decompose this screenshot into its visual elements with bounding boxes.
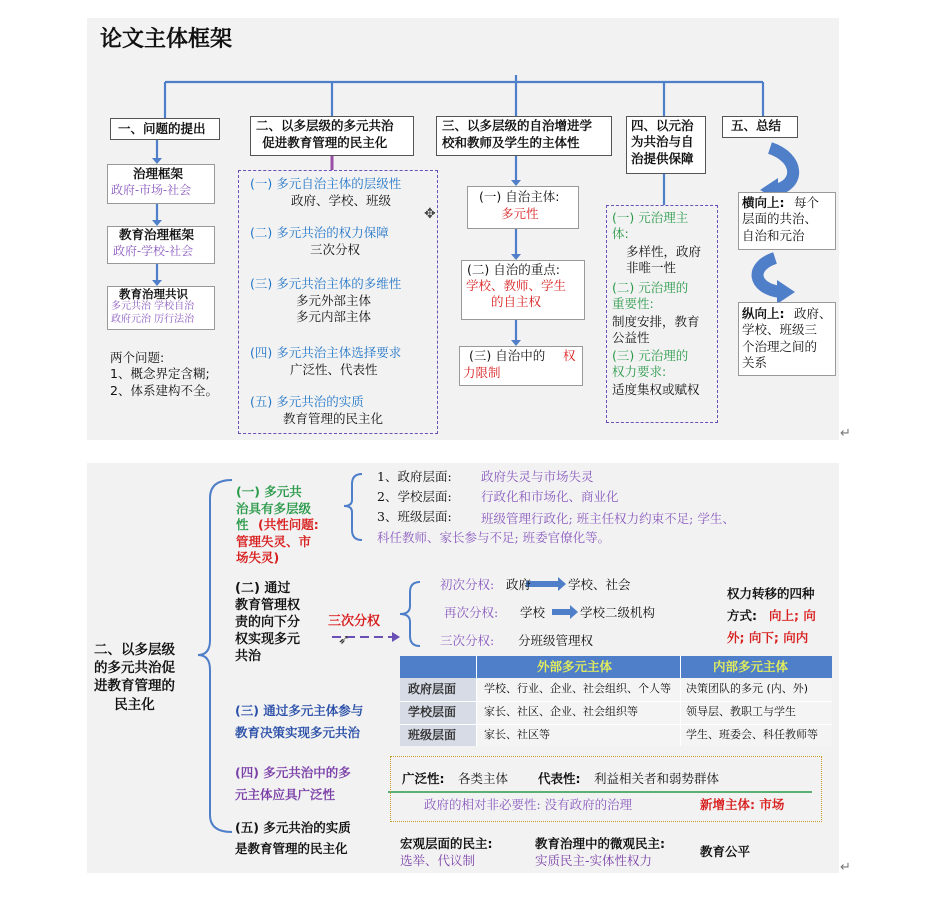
meta-gov-subject-body: 多样性，政府 非唯一性 [626,244,702,276]
s4-representativeness-label: 代表性: [538,771,581,786]
autonomy-limit-b: 权 [563,348,576,363]
s2-row2-label: 再次分权: [444,605,499,620]
two-problems-note: 两个问题: 1、概念界定含糊; 2、体系建构不全。 [110,350,218,398]
governance-framework-title: 治理框架 [133,166,184,181]
edu-governance-consensus-title: 教育治理共识 [119,287,188,301]
s5-item1-body: 选举、代议制 [400,853,476,868]
s4-breadth-label: 广泛性: [402,771,445,786]
s2-row1-label: 初次分权: [440,577,495,592]
autonomy-subject-a: (一) 自治主体: [479,189,560,204]
table-divider [680,656,681,746]
col2-item4-body: 广泛性、代表性 [290,362,378,377]
col2-item1-head: (一) 多元自治主体的层级性 [250,176,402,191]
s5-item2-head: 教育治理中的微观民主: [535,836,665,851]
s4-new-subject: 新增主体: 市场 [700,797,785,812]
table-cell: 学生、班委会、科任教师等 [686,728,818,741]
s4-government-note: 政府的相对非必要性: 没有政府的治理 [424,797,633,812]
governance-framework-sub: 政府-市场-社会 [111,183,192,197]
meta-gov-importance-body: 制度安排，教育 公益性 [612,314,700,346]
cursor-arrow-icon: ➶ [338,632,350,648]
table-cell: 领导层、教职工与学生 [686,705,796,718]
s4-representativeness-value: 利益相关者和弱势群体 [594,771,720,786]
cursor-move-icon: ✥ [424,206,436,222]
autonomy-limit-c: 力限制 [463,365,501,380]
vertical-summary-head: 纵向上: [742,306,785,321]
autonomy-limit-a: (三) 自治中的 [469,348,546,363]
s2-row3-label: 三次分权: [440,633,495,648]
table-header-cell: 外部多元主体 [537,659,613,674]
table-cell: 家长、社区、企业、社会组织等 [484,705,638,718]
s2-row1-to: 学校、社会 [568,577,631,592]
s4-title: (四) 多元共治中的多 元主体应具广泛性 [235,765,351,802]
s1-line2-value: 行政化和市场化、商业化 [481,489,619,504]
paragraph-mark-icon: ↵ [840,426,851,441]
table-row-head: 政府层面 [408,682,457,696]
meta-gov-subject-head: (一) 元治理主 体: [612,210,689,242]
col5-header-text: 五、总结 [731,118,782,133]
s2-title: (二) 通过 教育管理权 责的向下分 权实现多元 共治 [235,581,301,664]
table-cell: 家长、社区等 [484,728,550,741]
s5-item3-head: 教育公平 [700,844,751,859]
table-divider [476,656,477,746]
s1-line3-label: 3、班级层面: [377,509,452,524]
table-header-cell: 内部多元主体 [713,659,789,674]
col2-item3-head: (三) 多元共治主体的多维性 [250,276,402,291]
s2-right-values: 向上; 向 外; 向下; 向内 [727,608,816,645]
meta-gov-power-body: 适度集权或赋权 [612,382,700,397]
col3-header-text: 三、以多层级的自治增进学 校和教师及学生的主体性 [442,118,593,150]
table-row-head: 学校层面 [408,705,457,719]
autonomy-focus-a: (二) 自治的重点: [467,262,560,277]
s5-item1-head: 宏观层面的民主: [400,836,493,851]
s1-line1-label: 1、政府层面: [377,469,452,484]
s1-title: (一) 多元共 治具有多层级 性 [236,484,312,532]
col2-header-text: 二、以多层级的多元共治 促进教育管理的民主化 [256,118,394,150]
s1-line2-label: 2、学校层面: [377,489,452,504]
col1-header-text: 一、问题的提出 [118,121,206,136]
horizontal-summary-head: 横向上: [742,195,785,210]
col2-item3-body: 多元外部主体 多元内部主体 [296,293,372,325]
s5-item2-body: 实质民主-实体性权力 [535,853,653,868]
col2-item4-head: (四) 多元共治主体选择要求 [250,345,402,360]
table-cell: 决策团队的多元 (内、外) [686,682,809,695]
s3-title: (三) 通过多元主体参与 教育决策实现多元共治 [235,703,364,740]
table-cell: 学校、行业、企业、社会组织、个人等 [484,682,671,695]
page-title: 论文主体框架 [100,27,233,52]
subjects-table [400,656,832,746]
col2-item1-body: 政府、学校、班级 [291,193,392,208]
s5-title: (五) 多元共治的实质 是教育管理的民主化 [235,820,351,856]
edu-governance-consensus-sub2: 政府元治 厉行法治 [111,314,195,325]
autonomy-focus-b: 学校、教师、学生 的自主权 [466,278,567,310]
edu-governance-consensus-sub1: 多元共治 学校自治 [111,301,195,312]
meta-gov-power-head: (三) 元治理的 权力要求: [612,348,689,380]
s2-row2-to: 学校二级机构 [580,605,656,620]
col2-item5-head: (五) 多元共治的实质 [250,394,364,409]
autonomy-subject-b: 多元性 [501,206,539,221]
horizontal-summary-body: 每个 层面的共治、 自治和元治 [742,195,820,243]
s2-row2-from: 学校 [520,605,546,620]
s1-line1-value: 政府失灵与市场失灵 [481,469,594,484]
table-row-head: 班级层面 [408,728,457,742]
meta-gov-importance-head: (二) 元治理的 重要性: [612,280,689,312]
bottom-main-title: 二、以多层级 的多元共治促 进教育管理的 民主化 [94,642,175,713]
s1-common-problem: (共性问题: 管理失灵、市 场失灵) [236,517,319,565]
edu-governance-framework-sub: 政府-学校-社会 [113,244,194,258]
s2-right-title: 权力转移的四种 方式: [727,586,815,623]
vertical-summary-body: 政府、 学校、班级三 个治理之间的 关系 [742,306,832,370]
col2-item2-head: (二) 多元共治的权力保障 [250,225,389,240]
s2-row1-from: 政府 [506,577,532,592]
col2-item2-body: 三次分权 [310,242,361,257]
s1-line3-value: 班级管理行政化; 班主任权力约束不足; 学生、 科任教师、家长参与不足; 班委官僚化等。 [377,511,735,546]
s2-row3-to: 分班级管理权 [518,633,594,648]
edu-governance-framework-title: 教育治理框架 [119,227,195,242]
col4-header-text: 四、以元治 为共治与自 治提供保障 [631,118,694,166]
s2-center-label: 三次分权 [328,614,381,629]
s4-breadth-value: 各类主体 [458,771,509,786]
col2-item5-body: 教育管理的民主化 [283,411,384,426]
paragraph-mark-icon: ↵ [840,860,851,875]
